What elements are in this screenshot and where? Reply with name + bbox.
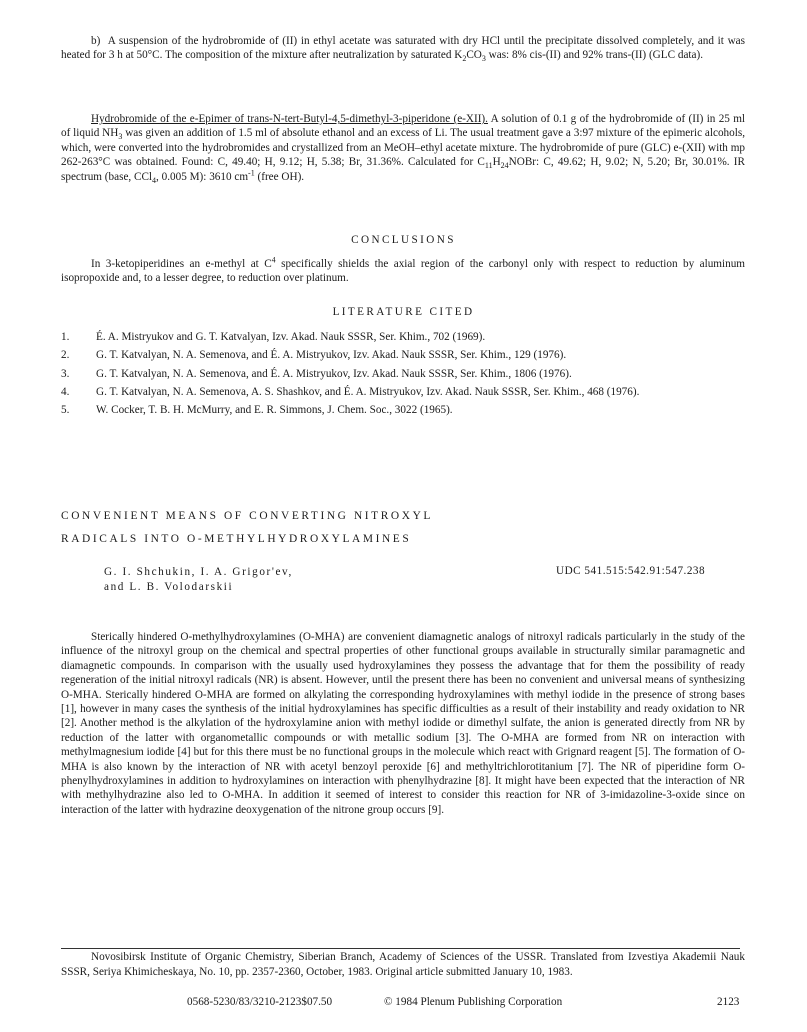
article-title-line-2: RADICALS INTO O-METHYLHYDROXYLAMINES (61, 533, 412, 545)
reference-item (61, 330, 751, 344)
reference-list (61, 330, 751, 421)
conclusions-text-2: specifically shields the axial region of the carbonyl only with respect to reduction by aluminum isopropoxide and, to a lesser degree, to reduction over platinum. (61, 258, 745, 285)
paragraph-b-label: b) (91, 35, 101, 47)
reference-text: G. T. Katvalyan, N. A. Semenova, and É. A. Mistryukov, Izv. Akad. Nauk SSSR, Ser. Khim., 129 (1976). (96, 349, 567, 362)
subscript: 24 (500, 161, 509, 171)
literature-heading: LITERATURE CITED (332, 306, 475, 318)
conclusions-heading: CONCLUSIONS (351, 234, 456, 246)
epimer-text-2: was given an addition of 1.5 ml of absolute ethanol and an excess of Li. The usual treatment gave a 3:97 mixture of the epimeric alcohols, which, were converted into the hydrobromides and crystallized from an MeOH–ethyl acetate mixture. The hydrobromide of pure (GLC) e-(XII) with mp 262-263°C was obtained. Found: C, 49.40; H, 9.12; H, 5.38; Br, 31.36%. Calculated for C (61, 127, 745, 169)
epimer-text-6: (free OH). (254, 170, 305, 183)
subscript: 3 (481, 54, 486, 64)
reference-number: 4. (61, 385, 70, 398)
reference-text: G. T. Katvalyan, N. A. Semenova, A. S. Shashkov, and É. A. Mistryukov, Izv. Akad. Nauk SSSR, Ser. Khim., 468 (1976). (96, 385, 640, 398)
reference-text: G. T. Katvalyan, N. A. Semenova, and É. A. Mistryukov, Izv. Akad. Nauk SSSR, Ser. Khim., 1806 (1976). (96, 367, 572, 380)
paragraph-epimer (61, 112, 745, 184)
subscript: 11 (484, 161, 493, 171)
reference-item (61, 348, 751, 362)
paragraph-b (61, 34, 745, 63)
authors-line-2: and L. B. Volodarskii (104, 580, 234, 593)
footer-code: 0568-5230/83/3210-2123$07.50 (187, 996, 333, 1008)
reference-item (61, 403, 751, 417)
reference-text: É. A. Mistryukov and G. T. Katvalyan, Izv. Akad. Nauk SSSR, Ser. Khim., 702 (1969). (96, 331, 486, 343)
reference-number: 5. (61, 404, 70, 417)
epimer-text-4: NOBr: C, 49.62; H, 9.02; N, 5.20; Br, 30.01%. IR spectrum (base, CCl (61, 156, 745, 183)
reference-text: W. Cocker, T. B. H. McMurry, and E. R. Simmons, J. Chem. Soc., 3022 (1965). (96, 404, 453, 417)
udc-code: UDC 541.515:542.91:547.238 (556, 565, 706, 577)
paragraph-b-text-2: CO (466, 49, 482, 62)
superscript: 4 (271, 255, 276, 265)
authors-line-1: G. I. Shchukin, I. A. Grigor'ev, (104, 566, 293, 578)
paragraph-b-text-3: was: 8% cis-(II) and 92% trans-(II) (GLC data). (485, 49, 703, 62)
subscript: 3 (118, 132, 123, 142)
reference-item (61, 367, 751, 381)
article-title-line-1: CONVENIENT MEANS OF CONVERTING NITROXYL (61, 510, 433, 522)
reference-number: 1. (61, 331, 70, 343)
epimer-heading: Hydrobromide of the e-Epimer of trans-N-tert-Butyl-4,5-dimethyl-3-piperidone (e-XII). (91, 113, 488, 125)
subscript: 4 (152, 175, 157, 185)
subscript: 2 (462, 54, 467, 64)
footnote-divider (61, 948, 740, 949)
reference-number: 3. (61, 367, 70, 380)
paragraph-b-text: A suspension of the hydrobromide of (II) in ethyl acetate was saturated with dry HCl until the precipitate dissolved completely, and it was heated for 3 h at 50°C. The composition of the mixture after neutralization by saturated K (61, 35, 746, 62)
reference-number: 2. (61, 349, 70, 362)
superscript: -1 (248, 167, 255, 177)
conclusions-text-1: In 3-ketopiperidines an e-methyl at C (91, 258, 272, 270)
article-body: Sterically hindered O-methylhydroxylamines (O-MHA) are convenient diamagnetic analogs of nitroxyl radicals particularly in the study of the influence of the nitroxyl group on the chemical and spectral properties of other functional groups available in structurally similar paramagnetic and diamagnetic compounds. In comparison with the usually used hydroxylamines they possess the advantage that for them the possibility of ready regeneration of the initial nitroxyl radicals (NR) is absent. However, until the present there has been no convenient and universal means of synthesizing O-MHA. Sterically hindered O-MHA are formed on alkylating the corresponding hydroxylamines with methyl iodide in the presence of strong bases [1], however in many cases the synthesis of the initial hydroxylamines has specific difficulties as a result of their instability and ready oxidation to NR [2]. Another method is the alkylation of the hydroxylamine anion with methyl iodide or dimethyl sulfate, the anion is generated directly from NR by reduction of the latter with organometallic compounds or with metallic sodium [3]. The O-MHA are formed from NR on interaction with methylmagnesium iodide [4] but for this there must be no functional groups in the molecule which react with Grignard reagent [5]. The formation of O-MHA is also known by the interaction of NR with acetyl benzoyl peroxide [6] and methyltrichlorotitanium [7]. The NR of piperidine form O-phenylhydroxylamines in addition to hydroxylamines on interaction with phenylhydrazine [8]. It might have been expected that the interaction of NR with methylhydrazine also led to O-MHA. In addition it seemed of interest to consider this reaction for NR of 3-imidazoline-3-oxide since on interaction of the latter with hydrazine deoxygenation of the nitrone group occurs [9]. (61, 631, 745, 816)
page-number: 2123 (717, 996, 740, 1008)
footer-copyright: © 1984 Plenum Publishing Corporation (384, 996, 563, 1008)
conclusions-text (61, 257, 745, 286)
reference-item (61, 385, 751, 399)
epimer-text-5: , 0.005 M): 3610 cm (156, 170, 249, 183)
epimer-text-3: H (492, 156, 501, 169)
authors (104, 565, 293, 595)
epimer-text: A solution of 0.1 g of the hydrobromide of (II) in 25 ml of liquid NH (61, 113, 745, 140)
footnote: Novosibirsk Institute of Organic Chemistry, Siberian Branch, Academy of Sciences of the USSR. Translated from Izvestiya Akademii Nauk SSSR, Seriya Khimicheskaya, No. 10, pp. 2357-2360, October, 1983. Original article submitted January 10, 1983. (61, 951, 745, 978)
